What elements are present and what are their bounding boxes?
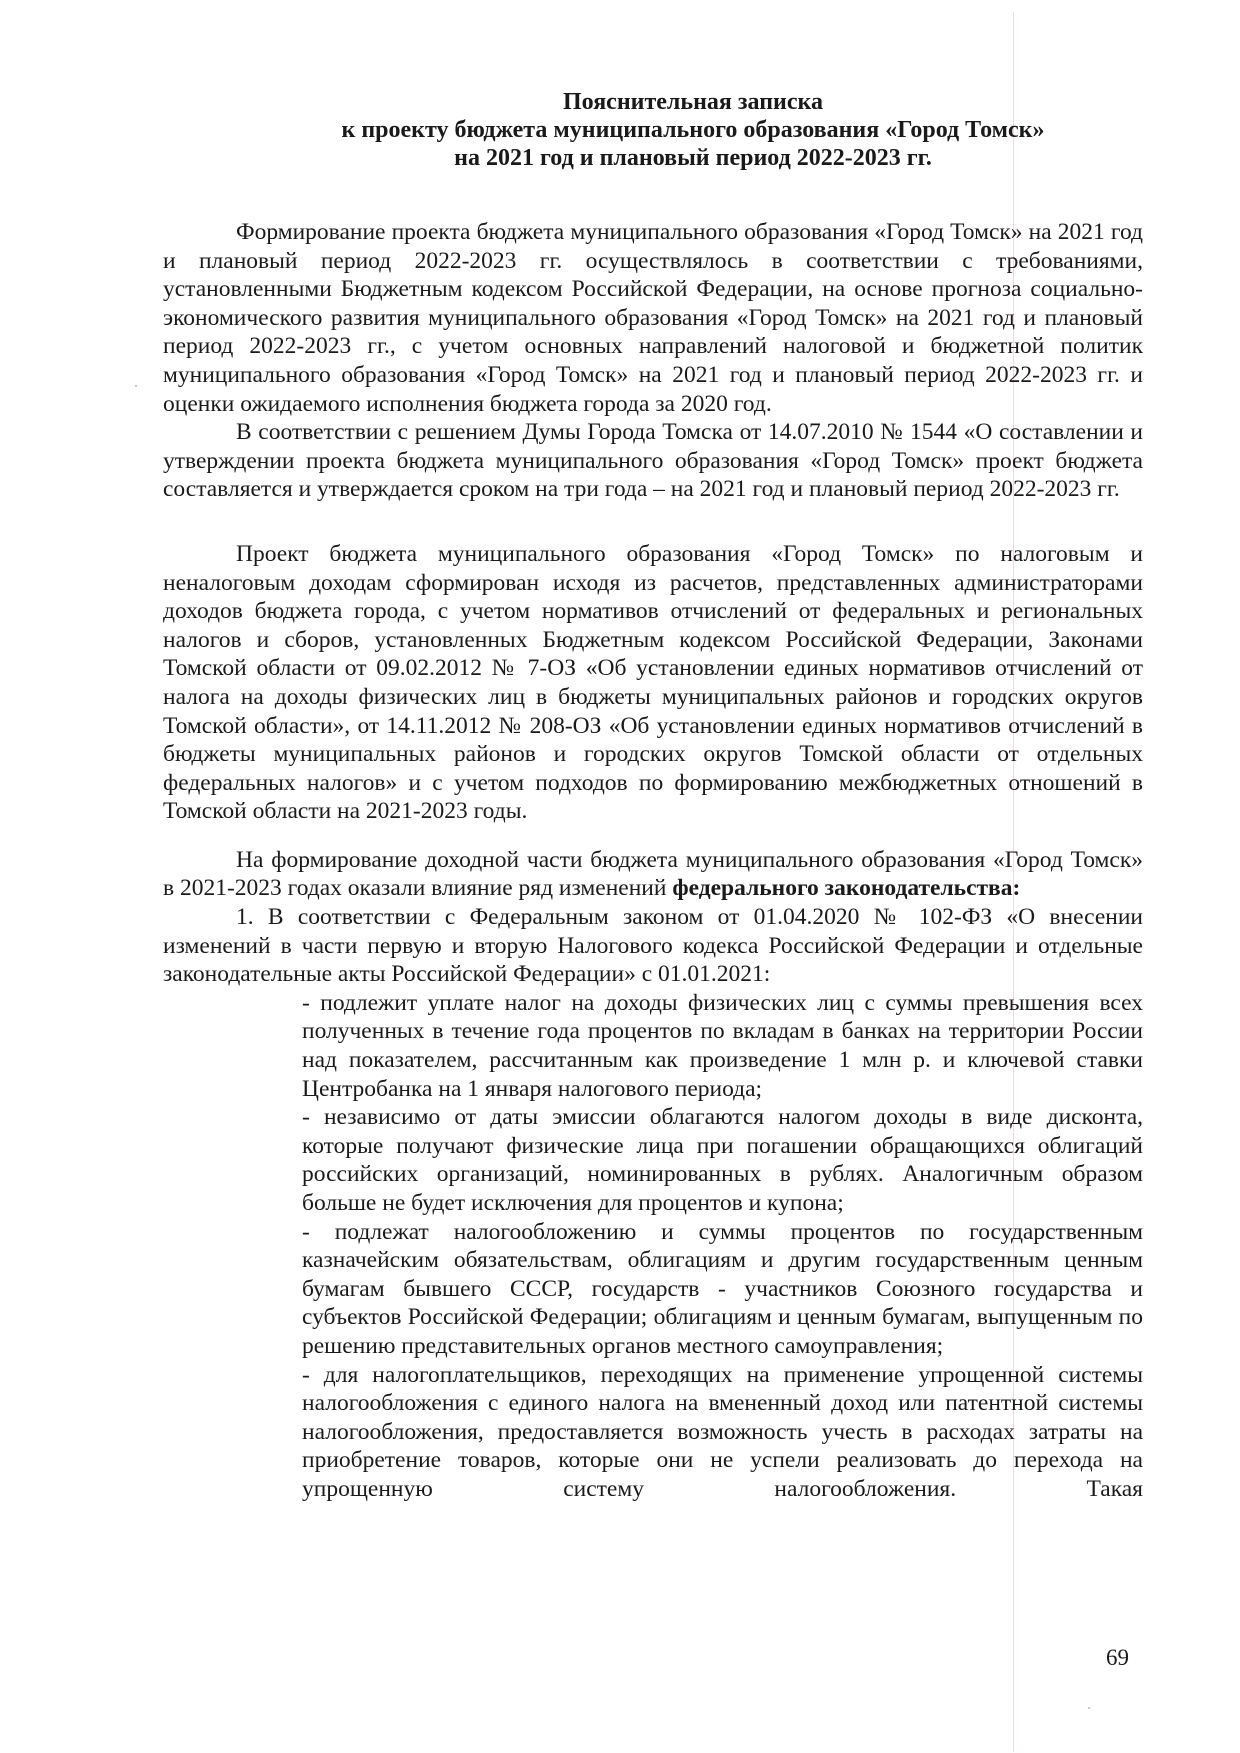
paragraph-duma-decision: В соответствии с решением Думы Города Томска от 14.07.2010 № 1544 «О составлении и утверждении проекта бюджета муниципального образования «Город Томск» проект бюджета составляется и утверждается сроком на три года – на 2021 год и плановый период 2022-2023 гг. [163, 419, 1143, 503]
title-line-1: Пояснительная записка [562, 89, 823, 115]
title-line-3: на 2021 год и плановый период 2022-2023 гг. [454, 145, 932, 171]
paragraph-tax-revenue: Проект бюджета муниципального образования «Город Томск» по налоговым и неналоговым доходам сформирован исходя из расчетов, представленных администраторами доходов бюджета города, с учетом нормативов отчислений от федеральных и региональных налогов и сборов, установленных Бюджетным кодексом Российской Федерации, Законами Томской области от 09.02.2012 № 7-ОЗ «Об установлении единых нормативов отчислений от налога на доходы физических лиц в бюджеты муниципальных районов и городских округов Томской области», от 14.11.2012 № 208-ОЗ «Об установлении единых нормативов отчислений в бюджеты муниципальных районов и городских округов Томской области от отдельных федеральных налогов» и с учетом подходов по формированию межбюджетных отношений в Томской области на 2021-2023 годы. [163, 540, 1143, 825]
list-item: - подлежат налогообложению и суммы процентов по государственным казначейским обязательствам, облигациям и другим государственным ценным бумагам бывшего СССР, государств - участников Союзного государства и субъектов Российской Федерации; облигациям и ценным бумагам, выпущенным по решению представительных органов местного самоуправления; [302, 1218, 1143, 1359]
federal-legislation-text: На формирование доходной части бюджета муниципального образования «Город Томск» в 2021-2023 годах оказали влияние ряд изменений [163, 846, 1143, 902]
paragraph-law-102-fz: 1. В соответствии с Федеральным законом от 01.04.2020 № 102-ФЗ «О внесении изменений в части первую и вторую Налогового кодекса Российской Федерации и отдельные законодательные акты Российской Федерации» с 01.01.2021: [163, 904, 1143, 988]
paragraph-budget-formation: Формирование проекта бюджета муниципального образования «Город Томск» на 2021 год и плановый период 2022-2023 гг. осуществлялось в соответствии с требованиями, установленными Бюджетным кодексом Российской Федерации, на основе прогноза социально-экономического развития муниципального образования «Город Томск» на 2021 год и плановый период 2022-2023 гг., с учетом основных направлений налоговой и бюджетной политик муниципального образования «Город Томск» на 2021 год и плановый период 2022-2023 гг. и оценки ожидаемого исполнения бюджета города за 2020 год. [163, 219, 1143, 417]
changes-list [302, 989, 1143, 1504]
page-number: 69 [1106, 1645, 1129, 1670]
list-item: - для налогоплательщиков, переходящих на применение упрощенной системы налогообложения с единого налога на вмененный доход или патентной системы налогообложения, предоставляется возможность учесть в расходах затраты на приобретение товаров, которые они не успели реализовать до перехода на упрощенную систему налогообложения. Такая [302, 1361, 1143, 1502]
document-page [163, 88, 1143, 1504]
scan-artifact-dot [135, 385, 137, 387]
title-line-2: к проекту бюджета муниципального образования «Город Томск» [341, 117, 1045, 143]
list-item: - подлежит уплате налог на доходы физических лиц с суммы превышения всех полученных в течение года процентов по вкладам в банках на территории России над показателем, рассчитанным как произведение 1 млн р. и ключевой ставки Центробанка на 1 января налогового периода; [302, 989, 1143, 1102]
document-title [163, 88, 1143, 172]
list-item: - независимо от даты эмиссии облагаются налогом доходы в виде дисконта, которые получают физические лица при погашении обращающихся облигаций российских организаций, номинированных в рублях. Аналогичным образом больше не будет исключения для процентов и купона; [302, 1104, 1143, 1216]
federal-legislation-bold: федерального законодательства: [672, 875, 1021, 902]
scan-artifact-dot [1088, 1707, 1090, 1709]
paragraph-federal-legislation [163, 846, 1143, 903]
